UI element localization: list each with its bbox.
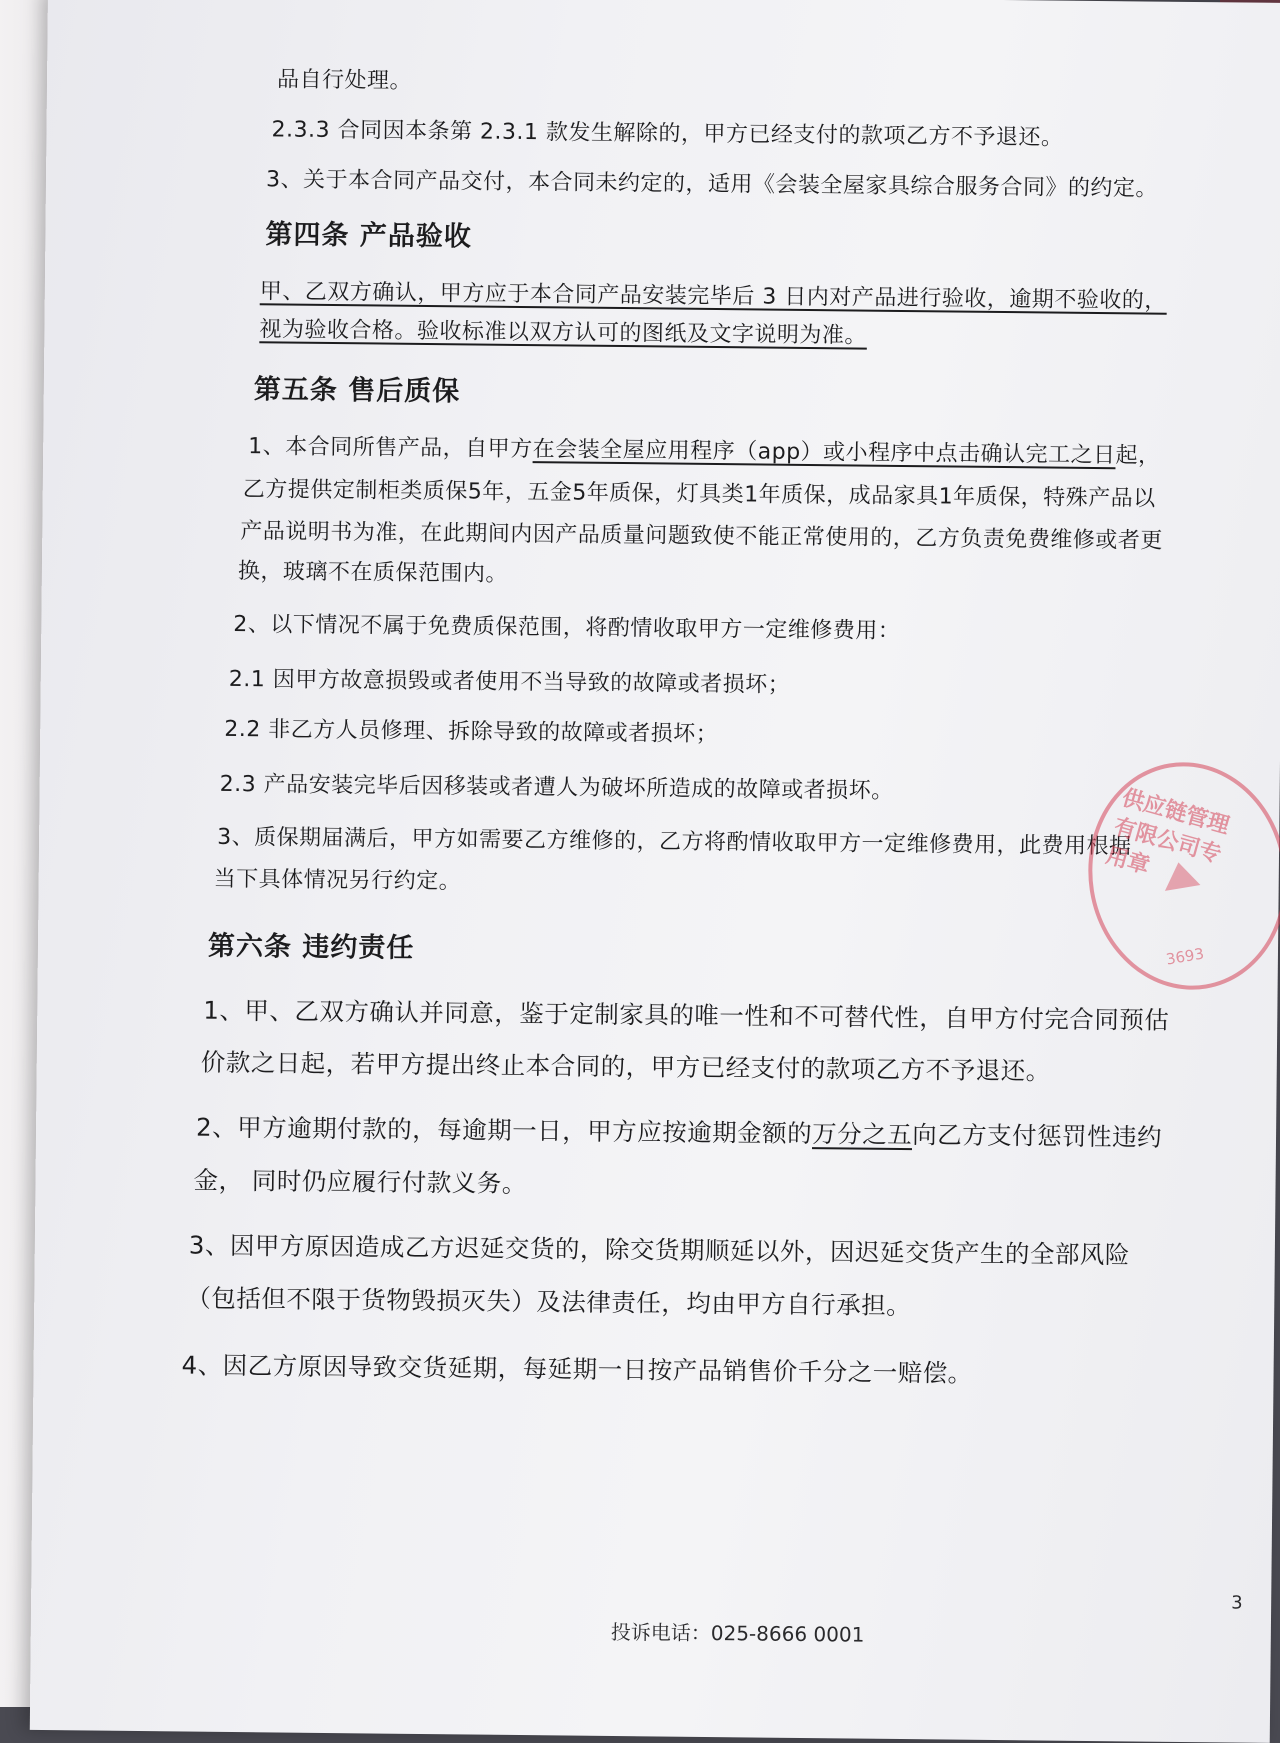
text-line: 金， 同时仍应履行付款义务。 bbox=[193, 1165, 527, 1199]
text-line: 产品说明书为准，在此期间内因产品质量问题致使不能正常使用的，乙方负责免费维修或者更 bbox=[240, 519, 1163, 554]
text-line bbox=[196, 1109, 1162, 1154]
text-line: 2.2 非乙方人员修理、拆除导致的故障或者损坏； bbox=[224, 716, 719, 748]
text-line: 品自行处理。 bbox=[276, 67, 413, 94]
text-segment: 起， bbox=[1115, 443, 1161, 469]
text-line: 3、质保期届满后，甲方如需要乙方维修的，乙方将酌情收取甲方一定维修费用，此费用根据 bbox=[217, 824, 1132, 860]
text-line: 乙方提供定制柜类质保5年，五金5年质保，灯具类1年质保，成品家具1年质保，特殊产品以 bbox=[242, 477, 1156, 512]
text-segment: 向乙方支付惩罚性违约 bbox=[912, 1120, 1163, 1152]
text-line: 2.3 产品安装完毕后因移装或者遭人为破坏所造成的故障或者损坏。 bbox=[219, 771, 894, 804]
text-line: 3、因甲方原因造成乙方迟延交货的，除交货期顺延以外，因迟延交货产生的全部风险 bbox=[188, 1230, 1131, 1270]
stamp-text: 供应链管理有限公司专用章 bbox=[1103, 785, 1232, 880]
text-line: 视为验收合格。验收标准以双方认可的图纸及文字说明为准。 bbox=[259, 317, 868, 349]
text-line: 1、甲、乙双方确认并同意，鉴于定制家具的唯一性和不可替代性，自甲方付完合同预估 bbox=[203, 995, 1170, 1035]
text-line: 当下具体情况另行约定。 bbox=[213, 866, 462, 895]
text-segment: 1、本合同所售产品，自甲方 bbox=[248, 434, 533, 463]
text-segment-underlined: 在会装全屋应用程序（app）或小程序中点击确认完工之日 bbox=[532, 437, 1116, 469]
text-line: 4、因乙方原因导致交货延期，每延期一日按产品销售价千分之一赔偿。 bbox=[181, 1350, 973, 1388]
text-line bbox=[248, 429, 1161, 470]
document-page bbox=[30, 0, 1280, 1743]
section-heading-6: 第六条 违约责任 bbox=[207, 930, 415, 964]
text-segment-underlined: 万分之五 bbox=[812, 1119, 913, 1150]
text-line: （包括但不限于货物毁损灭失）及法律责任，均由甲方自行承担。 bbox=[186, 1283, 912, 1321]
section-heading-5: 第五条 售后质保 bbox=[253, 374, 461, 408]
text-line: 3、关于本合同产品交付，本合同未约定的，适用《会装全屋家具综合服务合同》的约定。 bbox=[265, 167, 1159, 202]
page-number: 3 bbox=[1231, 1592, 1243, 1614]
text-segment: 2、甲方逾期付款的，每逾期一日，甲方应按逾期金额的 bbox=[195, 1112, 813, 1149]
complaint-phone-footer: 投诉电话：025-8666 0001 bbox=[610, 1619, 865, 1647]
text-line: 价款之日起，若甲方提出终止本合同的，甲方已经支付的款项乙方不予退还。 bbox=[200, 1047, 1051, 1086]
text-line: 2.3.3 合同因本条第 2.3.1 款发生解除的，甲方已经支付的款项乙方不予退还。 bbox=[271, 117, 1064, 151]
text-line: 2.1 因甲方故意损毁或者使用不当导致的故障或者损坏； bbox=[228, 666, 791, 698]
text-line: 换，玻璃不在质保范围内。 bbox=[237, 559, 509, 587]
stamp-code: 3693 bbox=[1164, 944, 1206, 969]
text-line: 2、以下情况不属于免费质保范围，将酌情收取甲方一定维修费用： bbox=[233, 611, 901, 644]
company-seal-stamp bbox=[1071, 747, 1280, 1004]
section-heading-4: 第四条 产品验收 bbox=[265, 219, 473, 253]
text-line: 甲、乙双方确认，甲方应于本合同产品安装完毕后 3 日内对产品进行验收，逾期不验收的， bbox=[259, 279, 1167, 314]
